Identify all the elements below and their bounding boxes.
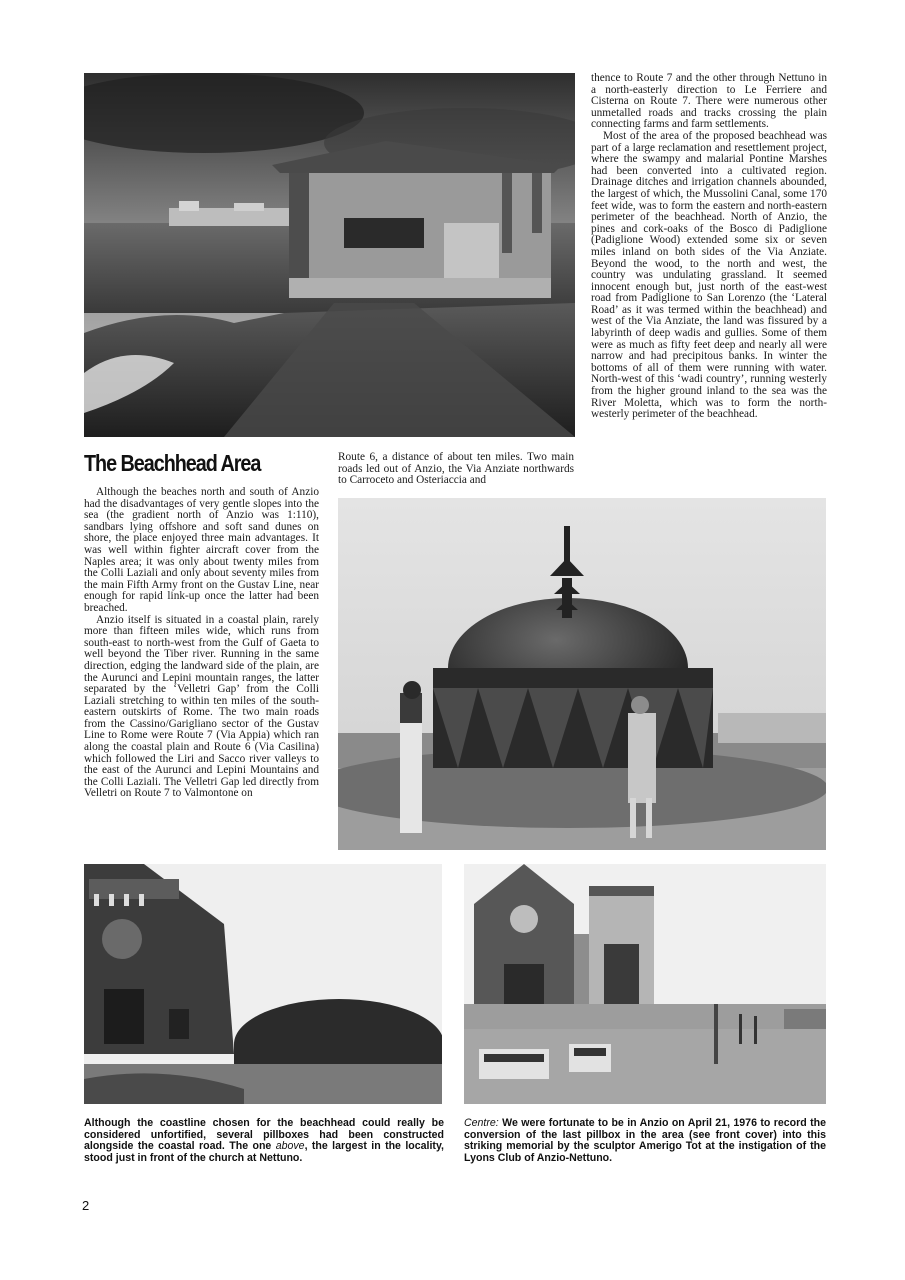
photo-church-nettuno	[84, 864, 442, 1104]
pillbox-memorial-image	[338, 498, 826, 850]
caption-right	[464, 1118, 826, 1164]
coastal-pillbox-image	[84, 73, 575, 437]
caption-left-italic: above	[275, 1140, 305, 1153]
paragraph: Anzio itself is situated in a coastal plain, rarely more than fifteen miles wide, which runs from south-east to north-west from the Gulf of Gaeta to well beyond the Tiber river. Running in the same direction, edging the landward side of the plain, are the Aurunci and Lepini mountain ranges, the latter separated by the ‘Velletri Gap’ from the Colli Laziali stretching to within ten miles of the south-eastern outskirts of Rome. The two main roads from the Cassino/Garigliano sector of the Gustav Line to Rome were Route 7 (Via Appia) which ran along the coastal plain and Route 6 (Via Casilina) which followed the Liri and Sacco river valleys to the east of the Aurunci and Lepini Mountains and the Colli Laziali. The Velletri Gap led directly from Velletri on Route 7 to Valmontone on	[84, 613, 319, 800]
church-nettuno-image	[84, 864, 442, 1104]
page-number: 2	[82, 1198, 90, 1213]
photo-coastal-pillbox	[84, 73, 575, 437]
photo-pillbox-memorial	[338, 498, 826, 850]
caption-left-text-2: , the largest in the locality, stood just in front of the church at Nettuno.	[84, 1140, 444, 1164]
caption-left	[84, 1118, 444, 1164]
photo-memorial-square	[464, 864, 826, 1104]
caption-right-italic: Centre:	[464, 1117, 499, 1129]
paragraph: Most of the area of the proposed beachhead was part of a large reclamation and resettlement project, where the swampy and malarial Pontine Marshes had been converted into a cultivated region. Drainage ditches and irrigation channels abounded, the largest of which, the Mussolini Canal, some 170 feet wide, was to form the eastern and north-eastern perimeter of the beachhead. North of Anzio, the pines and cork-oaks of the Bosco di Padiglione (Padiglione Wood) extended some six or seven miles inland on both sides of the Via Anziate. Beyond the wood, to the north and west, the country was undulating grassland. It seemed innocent enough but, just north of the east-west road from Padiglione to San Lorenzo (the ‘Lateral Road’ as it was termed within the beachhead) and west of the Via Anziate, the land was fissured by a labyrinth of deep wadis and gullies. Some of them were as much as fifty feet deep and nearly all were narrow and had precipitous banks. In winter the bottoms of all of them were running with water. North-west of this ‘wadi country’, running westerly from the higher ground inland to the sea was the River Moletta, which was to form the north-westerly perimeter of the beachhead.	[591, 129, 827, 421]
section-heading: The Beachhead Area	[84, 450, 261, 476]
caption-right-text: We were fortunate to be in Anzio on April 21, 1976 to record the conversion of the last pillbox in the area (see front cover) into this striking memorial by the sculptor Amerigo Tot at the instigation of the Lyons Club of Anzio-Nettuno.	[464, 1117, 826, 1164]
column-3-text	[591, 73, 827, 421]
paragraph: thence to Route 7 and the other through Nettuno in a north-easterly direction to Le Ferriere and Cisterna on Route 7. There were numerous other unmetalled roads and tracks crossing the plain connecting farms and farm settlements.	[591, 72, 827, 131]
paragraph: Although the beaches north and south of Anzio had the disadvantages of very gentle slopes into the sea (the gradient north of Anzio was 1:110), sandbars lying offshore and soft sand dunes on shore, the place enjoyed three main advantages. It was well within fighter aircraft cover from the Naples area; it was only about twenty miles from the Colli Laziali and only about seventy miles from the main Fifth Army front on the Gustav Line, near enough for rapid link-up once the latter had been breached.	[84, 486, 319, 614]
column-1-text	[84, 487, 319, 800]
caption-left-text-1: Although the coastline chosen for the beachhead could really be considered unfortified, several pillboxes had been constructed alongside the coastal road. The one	[84, 1117, 444, 1153]
column-2-text	[338, 452, 574, 487]
paragraph: Route 6, a distance of about ten miles. Two main roads led out of Anzio, the Via Anziate northwards to Carroceto and Osteriaccia and	[338, 451, 574, 487]
memorial-square-image	[464, 864, 826, 1104]
